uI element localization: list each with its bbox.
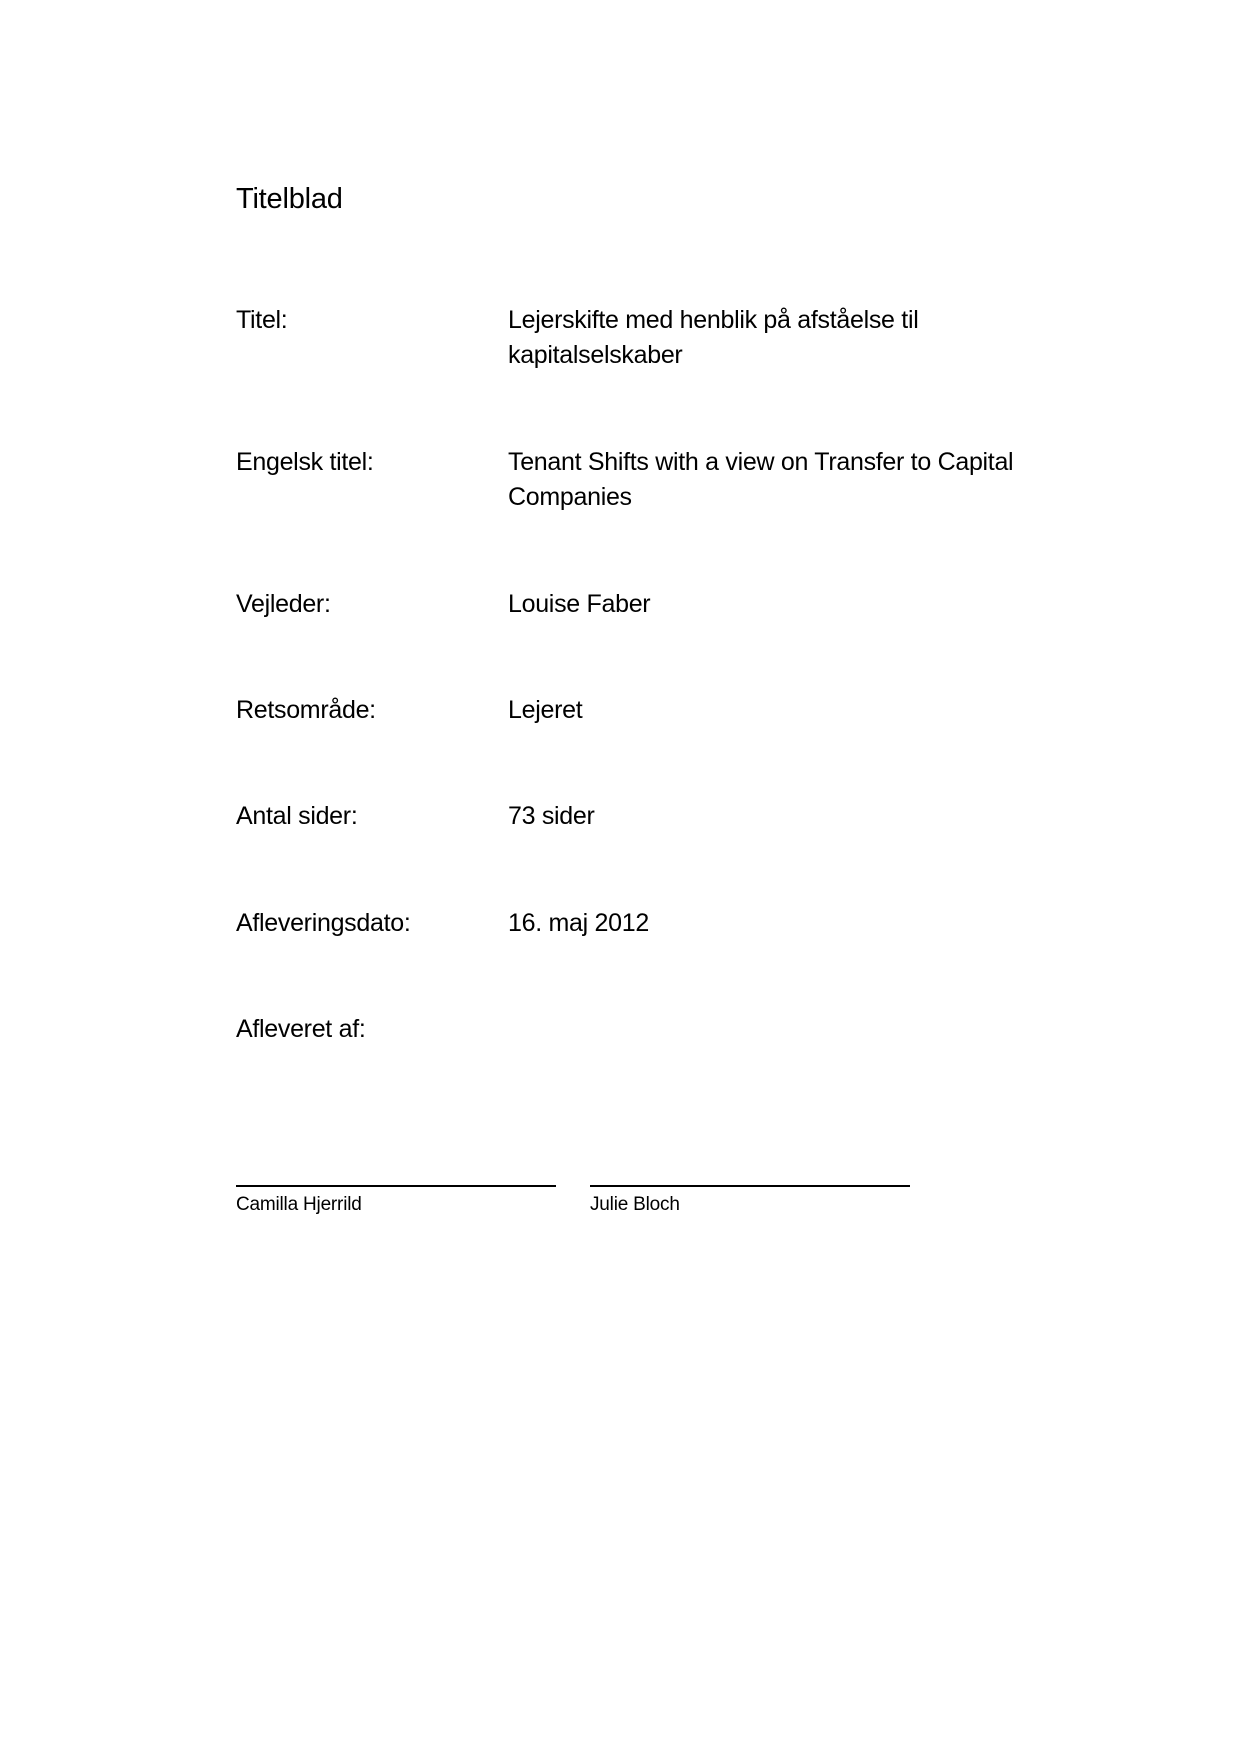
- page-title: Titelblad: [236, 183, 343, 215]
- signature-block-1: [236, 1160, 556, 1217]
- field-value: Lejeret: [508, 696, 583, 724]
- signature-block-2: [590, 1160, 910, 1217]
- field-label: Titel:: [236, 306, 288, 334]
- field-value: 16. maj 2012: [508, 909, 649, 937]
- signature-name: Camilla Hjerrild: [236, 1194, 362, 1215]
- field-value: 73 sider: [508, 802, 595, 830]
- field-label: Retsområde:: [236, 696, 376, 724]
- field-value: Louise Faber: [508, 590, 651, 618]
- field-label: Engelsk titel:: [236, 448, 374, 476]
- signature-name: Julie Bloch: [590, 1194, 680, 1215]
- field-label: Vejleder:: [236, 590, 331, 618]
- field-label: Antal sider:: [236, 802, 358, 830]
- signature-line: [236, 1185, 556, 1187]
- signature-line: [590, 1185, 910, 1187]
- field-label: Afleveringsdato:: [236, 909, 411, 937]
- field-value: Tenant Shifts with a view on Transfer to Capital Companies: [508, 448, 1014, 511]
- field-label: Afleveret af:: [236, 1015, 366, 1043]
- field-value: Lejerskifte med henblik på afståelse til kapitalselskaber: [508, 306, 919, 369]
